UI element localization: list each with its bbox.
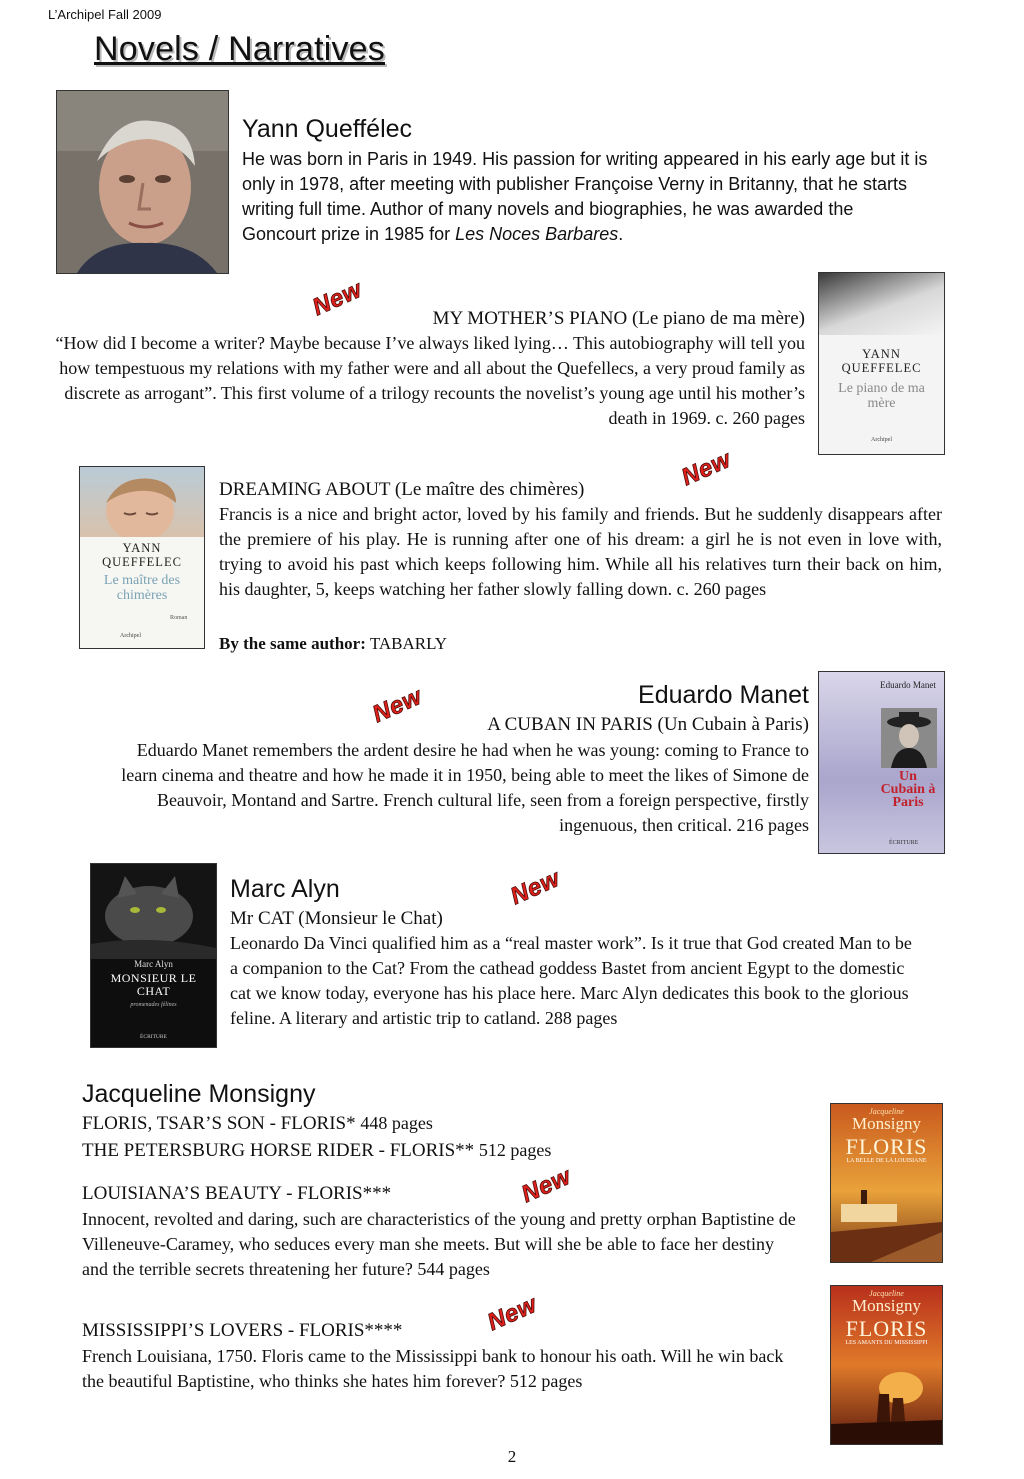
cover-author: Jacqueline bbox=[869, 1289, 904, 1298]
cover-series: FLORIS bbox=[845, 1316, 928, 1341]
book-line-floris-1 bbox=[82, 1111, 433, 1136]
book-desc-piano: “How did I become a writer? Maybe because I’ve always liked lying… This autobiography will tell you how tempestuous my relations with my father were and all about the Quefellecs, a very proud family as discrete as arrogant”. This first volume of a trilogy recounts the novelist’s young age until his mother’s death in 1969. c. 260 pages bbox=[55, 333, 805, 428]
book-title-cat: Mr CAT (Monsieur le Chat) bbox=[230, 908, 443, 929]
book-desc-floris-3: Innocent, revolted and daring, such are characteristics of the young and pretty orphan Baptistine de Villeneuve-Caramey, who seduces every man she meets. But will she be able to face her destiny and the terrible secrets threatening her future? 544 pages bbox=[82, 1209, 796, 1279]
new-badge: New bbox=[308, 275, 366, 322]
bio-italic-title: Les Noces Barbares bbox=[455, 224, 619, 244]
book-title-cuban: A CUBAN IN PARIS (Un Cubain à Paris) bbox=[487, 714, 809, 735]
cover-title: Le piano de ma mère bbox=[838, 381, 925, 411]
cover-author-last: Monsigny bbox=[852, 1114, 921, 1133]
book-line-floris-2 bbox=[82, 1138, 551, 1163]
book-title-floris-2: THE PETERSBURG HORSE RIDER - FLORIS** bbox=[82, 1140, 475, 1161]
book-title-floris-4: MISSISSIPPI’S LOVERS - FLORIS**** bbox=[82, 1320, 403, 1341]
cover-author-last: Monsigny bbox=[852, 1296, 921, 1315]
couple-image bbox=[831, 1364, 942, 1444]
book-pages-floris-2: 512 pages bbox=[478, 1140, 552, 1160]
new-badge: New bbox=[517, 1162, 575, 1209]
author-name-manet: Eduardo Manet bbox=[638, 681, 809, 709]
cover-title: Un Cubain à Paris bbox=[880, 769, 936, 810]
book-title-floris-3: LOUISIANA’S BEAUTY - FLORIS*** bbox=[82, 1183, 392, 1204]
cover-photo bbox=[819, 273, 944, 335]
book-desc-floris-4: French Louisiana, 1750. Floris came to the Mississippi bank to honour his oath. Will he win back the beautiful Baptistine, who thinks she hates him forever? 512 pages bbox=[82, 1346, 784, 1391]
cover-subtitle: LES AMANTS DU MISSISSIPPI bbox=[845, 1340, 928, 1346]
cover-publisher: Archipel bbox=[120, 633, 141, 639]
new-badge: New bbox=[677, 445, 735, 492]
cover-author: YANN QUEFFELEC bbox=[102, 541, 182, 569]
cat-image bbox=[91, 864, 216, 959]
cover-author: Eduardo Manet bbox=[880, 680, 936, 690]
book-desc-dreaming: Francis is a nice and bright actor, loved by his family and friends. But he suddenly disappears after the premiere of his play. He is running after one of his dream: a girl he is not even in love with, trying to avoid his past which keeps following him. While all his relatives turn their back on him, his daughter, 5, keeps watching her father slowly falling down. c. 260 pages bbox=[219, 504, 942, 599]
book-pages-floris-1: 448 pages bbox=[360, 1113, 433, 1133]
page-title: Novels / Narratives bbox=[94, 30, 385, 68]
same-author-line bbox=[219, 634, 447, 654]
bio-text: He was born in Paris in 1949. His passion for writing appeared in his early age but it is only in 1978, after meeting with publisher Françoise Verny in Britanny, that he starts writing full time. Author of many novels and biographies, he was awarded the Goncourt prize in 1985 for bbox=[242, 149, 928, 244]
author-name-alyn: Marc Alyn bbox=[230, 875, 340, 903]
author-bio-queffelec bbox=[242, 147, 932, 247]
cover-genre: Roman bbox=[170, 615, 188, 621]
author-name-queffelec: Yann Queffélec bbox=[242, 115, 413, 143]
book-cover-floris-4 bbox=[830, 1285, 943, 1445]
cover-photo bbox=[881, 708, 937, 768]
book-title-floris-1: FLORIS, TSAR’S SON - FLORIS* bbox=[82, 1113, 356, 1134]
cover-photo bbox=[80, 467, 204, 537]
same-author-value: TABARLY bbox=[369, 634, 448, 653]
book-cover-piano bbox=[818, 272, 945, 455]
book-cover-dreaming bbox=[79, 466, 205, 649]
new-badge: New bbox=[368, 682, 426, 729]
author-name-monsigny: Jacqueline Monsigny bbox=[82, 1080, 316, 1108]
cover-subtitle: promenades félines bbox=[130, 1002, 177, 1008]
book-cover-cat bbox=[90, 863, 217, 1048]
same-author-label: By the same author: bbox=[219, 634, 366, 653]
child-face-image bbox=[80, 467, 204, 537]
cover-subtitle: LA BELLE DE LA LOUISIANE bbox=[846, 1158, 927, 1164]
book-cover-floris-3 bbox=[830, 1103, 943, 1263]
portrait-image bbox=[57, 91, 228, 273]
bio-end: . bbox=[618, 224, 624, 244]
author-photo-queffelec bbox=[56, 90, 229, 274]
cover-imprint: ÉCRITURE bbox=[889, 840, 919, 846]
cover-author: YANN QUEFFELEC bbox=[841, 347, 922, 375]
cover-author: Jacqueline bbox=[869, 1107, 904, 1116]
page-header: L’Archipel Fall 2009 bbox=[48, 7, 162, 22]
cover-series: FLORIS bbox=[845, 1134, 928, 1159]
new-badge: New bbox=[483, 1290, 541, 1337]
book-title-piano: MY MOTHER’S PIANO (Le piano de ma mère) bbox=[432, 308, 805, 329]
page-number: 2 bbox=[507, 1447, 517, 1466]
cover-author: Marc Alyn bbox=[134, 959, 173, 969]
book-cover-cuban bbox=[818, 671, 945, 854]
book-desc-cat: Leonardo Da Vinci qualified him as a “real master work”. Is it true that God created Man to be a companion to the Cat? From the cathead goddess Bastet from ancient Egypt to the domestic cat we know today, everyone has his place here. Marc Alyn dedicates this book to the glorious feline. A literary and artistic trip to catland. 288 pages bbox=[230, 933, 912, 1028]
cover-title: Le maître des chimères bbox=[103, 573, 181, 603]
book-desc-cuban: Eduardo Manet remembers the ardent desire he had when he was young: coming to France to learn cinema and theatre and how he made it in 1950, being able to meet the likes of Simone de Beauvoir, Montand and Sartre. French cultural life, seen from a foreign perspective, firstly ingenuous, then critical. 216 pages bbox=[121, 740, 809, 835]
cover-imprint: ÉCRITURE bbox=[140, 1034, 167, 1040]
cover-publisher: Archipel bbox=[871, 437, 892, 443]
riverboat-image bbox=[831, 1182, 942, 1262]
cover-title: MONSIEUR LE CHAT bbox=[110, 971, 197, 998]
new-badge: New bbox=[506, 864, 564, 911]
man-with-hat-image bbox=[881, 708, 937, 768]
book-title-dreaming: DREAMING ABOUT (Le maître des chimères) bbox=[219, 479, 585, 500]
